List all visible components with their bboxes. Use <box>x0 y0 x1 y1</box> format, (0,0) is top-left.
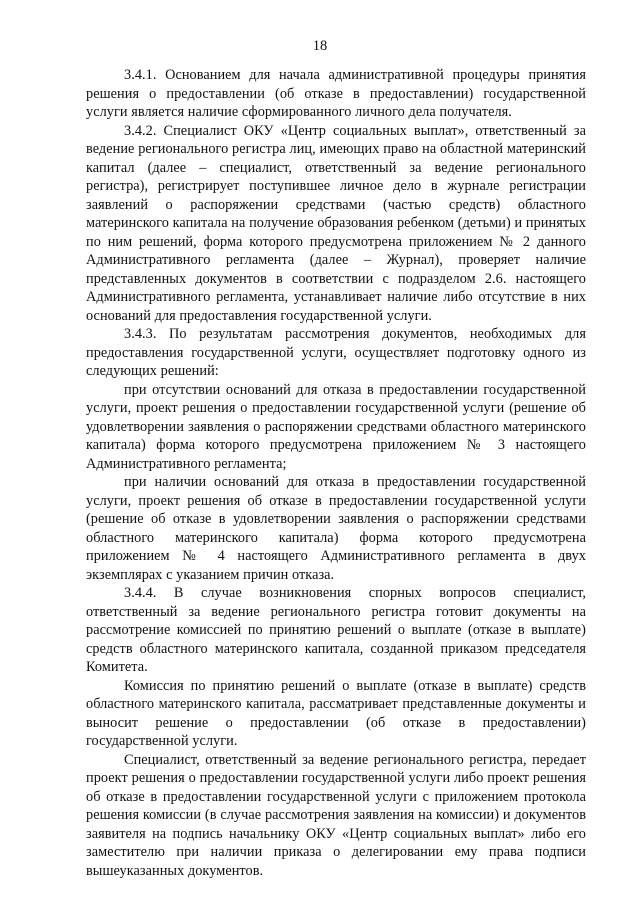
document-body <box>86 66 586 880</box>
paragraph-3-4-2: 3.4.2. Специалист ОКУ «Центр социальных выплат», ответственный за ведение регионального регистра лиц, имеющих право на областной материнский капитал (далее – специалист, ответственный за ведение регионального регистра), регистрирует поступившее личное дело в журнале регистрации заявлений о распоряжении средствами (частью средств) областного материнского капитала на получение образования ребенком (детьми) и принятых по ним решений, форма которого предусмотрена приложением № 2 данного Административного регламента (далее – Журнал), проверяет наличие представленных документов в соответствии с подразделом 2.6. настоящего Административного регламента, устанавливает наличие либо отсутствие в них оснований для предоставления государственной услуги. <box>86 122 586 324</box>
paragraph-3-4-3: 3.4.3. По результатам рассмотрения документов, необходимых для предоставления государственной услуги, осуществляет подготовку одного из следующих решений: <box>86 326 586 379</box>
page-number: 18 <box>312 38 328 54</box>
paragraph-decision-refusal: при наличии оснований для отказа в предоставлении государственной услуги, проект решения об отказе в предоставлении государственной услуги (решение об отказе в удовлетворении заявления о распоряжении средствами областного материнского капитала) форма которого предусмотрена приложением № 4 настоящего Административного регламента в двух экземплярах с указанием причин отказа. <box>86 474 586 583</box>
paragraph-decision-grant: при отсутствии оснований для отказа в предоставлении государственной услуги, проект решения о предоставлении государственной услуги (решение об удовлетворении заявления о распоряжении средствами областного материнского капитала) форма которого предусмотрена приложением № 3 настоящего Административного регламента; <box>86 381 586 472</box>
paragraph-specialist: Специалист, ответственный за ведение регионального регистра, передает проект решения о предоставлении государственной услуги либо проект решения об отказе в предоставлении государственной услуги с приложением протокола решения комиссии (в случае рассмотрения заявления на комиссии) и документов заявителя на подпись начальнику ОКУ «Центр социальных выплат» либо его заместителю при наличии приказа о делегировании ему права подписи вышеуказанных документов. <box>86 751 586 879</box>
paragraph-commission: Комиссия по принятию решений о выплате (отказе в выплате) средств областного материнского капитала, рассматривает представленные документы и выносит решение о предоставлении (об отказе в предоставлении) государственной услуги. <box>86 677 586 749</box>
paragraph-3-4-1: 3.4.1. Основанием для начала административной процедуры принятия решения о предоставлении (об отказе в предоставлении) государственной услуги является наличие сформированного личного дела получателя. <box>86 67 586 120</box>
paragraph-3-4-4: 3.4.4. В случае возникновения спорных вопросов специалист, ответственный за ведение регионального регистра готовит документы на рассмотрение комиссией по принятию решений о выплате (отказе в выплате) средств областного материнского капитала, созданной приказом председателя Комитета. <box>86 585 586 675</box>
